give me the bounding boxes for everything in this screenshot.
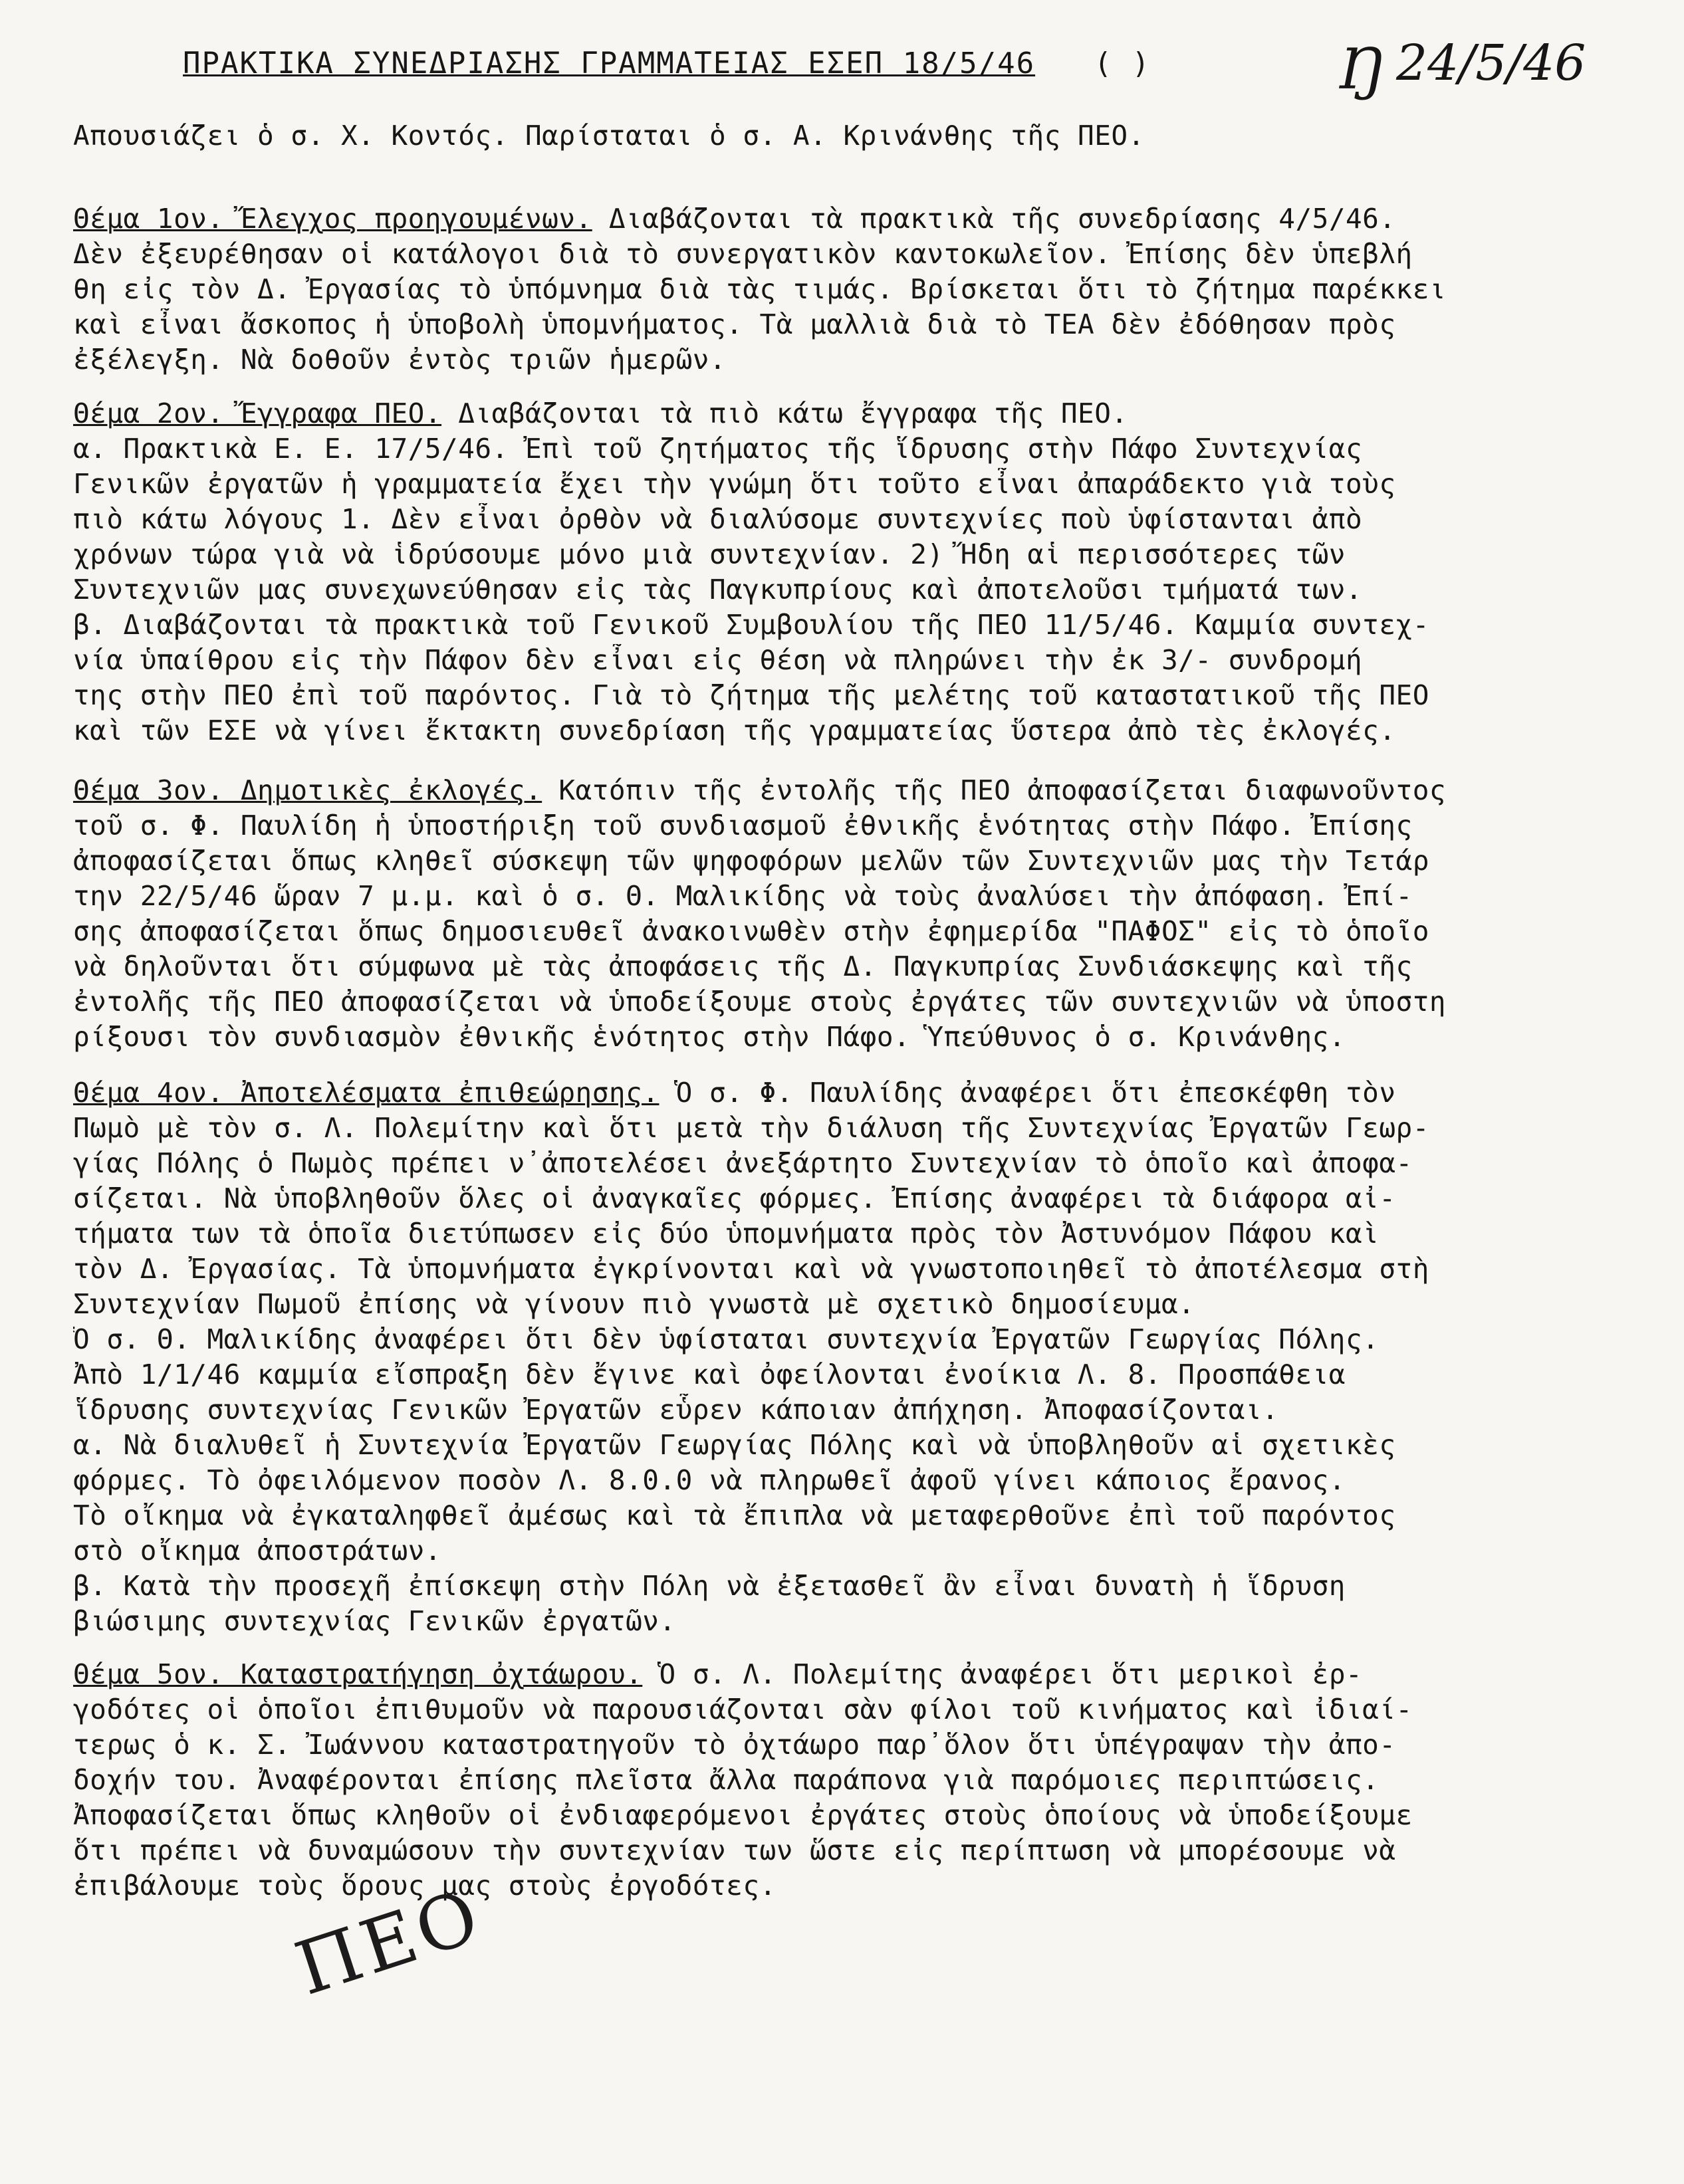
section-2-line-8: νία ὑπαίθρου εἰς τὴν Πάφον δὲν εἶναι εἰς θέση νὰ πληρώνει τὴν ἐκ 3/- συνδρομή: [73, 644, 1363, 676]
section-4-line-14: στὸ οἴκημα ἀποστράτων.: [73, 1535, 442, 1567]
section-5-line-2: γοδότες οἱ ὁποῖοι ἐπιθυμοῦν νὰ παρουσιάζονται σὰν φίλοι τοῦ κινήματος καὶ ἰδιαί-: [73, 1693, 1413, 1725]
section-4-line-5: τήματα των τὰ ὁποῖα διετύπωσεν εἰς δύο ὑπομνήματα πρὸς τὸν Ἀστυνόμον Πάφου καὶ: [73, 1218, 1380, 1250]
title-text: ΠΡΑΚΤΙΚΑ ΣΥΝΕΔΡΙΑΣΗΣ ΓΡΑΜΜΑΤΕΙΑΣ ΕΣΕΠ 18/5/46: [183, 47, 1036, 80]
section-2-heading: Θέμα 2ον. Ἔγγραφα ΠΕΟ.: [73, 397, 442, 429]
section-4-line-6: τὸν Δ. Ἐργασίας. Τὰ ὑπομνήματα ἐγκρίνονται καὶ νὰ γνωστοποιηθεῖ τὸ ἀποτέλεσμα στὴ: [73, 1253, 1429, 1285]
section-4-line-2: Πωμὸ μὲ τὸν σ. Λ. Πολεμίτην καὶ ὅτι μετὰ τὴν διάλυση τῆς Συντεχνίας Ἐργατῶν Γεωρ-: [73, 1112, 1429, 1144]
section-5-line-3: τερως ὁ κ. Σ. Ἰωάννου καταστρατηγοῦν τὸ ὀχτάωρο παρ᾽ὅλον ὅτι ὑπέγραψαν τὴν ἀπο-: [73, 1729, 1396, 1761]
section-4-line-7: Συντεχνίαν Πωμοῦ ἐπίσης νὰ γίνουν πιὸ γνωστὰ μὲ σχετικὸ δημοσίευμα.: [73, 1288, 1195, 1320]
handwritten-date: 24/5/46: [1396, 35, 1586, 92]
section-3-line-6: νὰ δηλοῦνται ὅτι σύμφωνα μὲ τὰς ἀποφάσεις τῆς Δ. Παγκυπρίας Συνδιάσκεψης καὶ τῆς: [73, 950, 1413, 982]
section-4-line-11: α. Νὰ διαλυθεῖ ἡ Συντεχνία Ἐργατῶν Γεωργίας Πόλης καὶ νὰ ὑποβληθοῦν αἱ σχετικὲς: [73, 1429, 1396, 1461]
section-3-heading: Θέμα 3ον. Δημοτικὲς ἐκλογές.: [73, 774, 542, 806]
section-4-line-16: βιώσιμης συντεχνίας Γενικῶν ἐργατῶν.: [73, 1605, 676, 1637]
section-1-line-3: θη εἰς τὸν Δ. Ἐργασίας τὸ ὑπόμνημα διὰ τὰς τιμάς. Βρίσκεται ὅτι τὸ ζήτημα παρέκκει: [73, 273, 1447, 305]
section-5-line-4: δοχήν του. Ἀναφέρονται ἐπίσης πλεῖστα ἄλλα παράπονα γιὰ παρόμοιες περιπτώσεις.: [73, 1764, 1380, 1796]
section-2-line-5: χρόνων τώρα γιὰ νὰ ἱδρύσουμε μόνο μιὰ συντεχνίαν. 2) Ἤδη αἱ περισσότερες τῶν: [73, 538, 1346, 570]
handwritten-peo-note: ΠΕΟ: [286, 1872, 493, 2012]
section-2-line-6: Συντεχνιῶν μας συνεχωνεύθησαν εἰς τὰς Παγκυπρίους καὶ ἀποτελοῦσι τμήματά των.: [73, 574, 1363, 605]
section-4-line-10: ἵδρυσης συντεχνίας Γενικῶν Ἐργατῶν εὗρεν κάποιαν ἀπήχηση. Ἀποφασίζονται.: [73, 1394, 1279, 1426]
section-3-line-2: τοῦ σ. Φ. Παυλίδη ἡ ὑποστήριξη τοῦ συνδιασμοῦ ἐθνικῆς ἑνότητας στὴν Πάφο. Ἐπίσης: [73, 810, 1413, 841]
section-1-line-4: καὶ εἶναι ἄσκοπος ἡ ὑποβολὴ ὑπομνήματος. Τὰ μαλλιὰ διὰ τὸ ΤΕΑ δὲν ἐδόθησαν πρὸς: [73, 308, 1396, 340]
document-title: [183, 35, 1586, 102]
section-5-line-6: ὅτι πρέπει νὰ δυναμώσουν τὴν συντεχνίαν των ὥστε εἰς περίπτωση νὰ μπορέσουμε νὰ: [73, 1834, 1396, 1866]
section-3-line-4: την 22/5/46 ὥραν 7 μ.μ. καὶ ὁ σ. Θ. Μαλικίδης νὰ τοὺς ἀναλύσει τὴν ἀπόφαση. Ἐπί-: [73, 880, 1413, 912]
section-4-line-12: φόρμες. Τὸ ὀφειλόμενον ποσὸν Λ. 8.0.0 νὰ πληρωθεῖ ἀφοῦ γίνει κάποιος ἔρανος.: [73, 1464, 1346, 1496]
section-4-line-13: Τὸ οἴκημα νὰ ἐγκαταληφθεῖ ἀμέσως καὶ τὰ ἔπιπλα νὰ μεταφερθοῦνε ἐπὶ τοῦ παρόντος: [73, 1499, 1396, 1531]
attendance-line: Απουσιάζει ὁ σ. Χ. Κοντός. Παρίσταται ὁ σ. Α. Κρινάνθης τῆς ΠΕΟ.: [73, 120, 1145, 152]
section-2-line-3: Γενικῶν ἐργατῶν ἡ γραμματεία ἔχει τὴν γνώμη ὅτι τοῦτο εἶναι ἀπαράδεκτο γιὰ τοὺς: [73, 468, 1396, 500]
section-4-heading: Θέμα 4ον. Ἀποτελέσματα ἐπιθεώρησης.: [73, 1077, 660, 1109]
section-1-line-5: ἐξέλεγξη. Νὰ δοθοῦν ἐντὸς τριῶν ἡμερῶν.: [73, 344, 727, 376]
section-3-line-1: Θέμα 3ον. Δημοτικὲς ἐκλογές. Κατόπιν τῆς ἐντολῆς τῆς ΠΕΟ ἀποφασίζεται διαφωνοῦντος: [73, 774, 1447, 806]
section-5-line-7: ἐπιβάλουμε τοὺς ὅρους μας στοὺς ἐργοδότες.: [73, 1870, 777, 1902]
section-5-line-1: Θέμα 5ον. Καταστρατήγηση ὀχτάωρου. Ὁ σ. Λ. Πολεμίτης ἀναφέρει ὅτι μερικοὶ ἐρ-: [73, 1658, 1363, 1690]
section-1-heading: Θέμα 1ον. Ἔλεγχος προηγουμένων.: [73, 203, 592, 235]
section-2-line-9: της στὴν ΠΕΟ ἐπὶ τοῦ παρόντος. Γιὰ τὸ ζήτημα τῆς μελέτης τοῦ καταστατικοῦ τῆς ΠΕΟ: [73, 679, 1429, 711]
title-parens: ( ): [1094, 47, 1151, 80]
section-2-line-4: πιὸ κάτω λόγους 1. Δὲν εἶναι ὀρθὸν νὰ διαλύσομε συντεχνίες ποὺ ὑφίστανται ἀπὸ: [73, 503, 1363, 535]
section-5-heading: Θέμα 5ον. Καταστρατήγηση ὀχτάωρου.: [73, 1658, 643, 1690]
section-4-line-1: Θέμα 4ον. Ἀποτελέσματα ἐπιθεώρησης. Ὁ σ. Φ. Παυλίδης ἀναφέρει ὅτι ἐπεσκέφθη τὸν: [73, 1077, 1396, 1109]
section-4-line-9: Ἀπὸ 1/1/46 καμμία εἴσπραξη δὲν ἔγινε καὶ ὀφείλονται ἐνοίκια Λ. 8. Προσπάθεια: [73, 1359, 1346, 1390]
section-4-line-8: Ὁ σ. Θ. Μαλικίδης ἀναφέρει ὅτι δὲν ὑφίσταται συντεχνία Ἐργατῶν Γεωργίας Πόλης.: [73, 1323, 1380, 1355]
section-2-line-10: καὶ τῶν ΕΣΕ νὰ γίνει ἔκτακτη συνεδρίαση τῆς γραμματείας ὕστερα ἀπὸ τὲς ἐκλογές.: [73, 714, 1396, 746]
section-1-line-1: Θέμα 1ον. Ἔλεγχος προηγουμένων. Διαβάζονται τὰ πρακτικὰ τῆς συνεδρίασης 4/5/46.: [73, 203, 1396, 235]
section-4-line-15: β. Κατὰ τὴν προσεχῆ ἐπίσκεψη στὴν Πόλη νὰ ἐξετασθεῖ ἂν εἶναι δυνατὴ ἡ ἵδρυση: [73, 1570, 1346, 1602]
section-3-line-3: ἀποφασίζεται ὅπως κληθεῖ σύσκεψη τῶν ψηφοφόρων μελῶν τῶν Συντεχνιῶν μας τὴν Τετάρ: [73, 845, 1429, 877]
section-3-line-5: σης ἀποφασίζεται ὅπως δημοσιευθεῖ ἀνακοινωθὲν στὴν ἐφημερίδα "ΠΑΦΟΣ" εἰς τὸ ὁποῖο: [73, 915, 1429, 947]
section-2-line-1: Θέμα 2ον. Ἔγγραφα ΠΕΟ. Διαβάζονται τὰ πιὸ κάτω ἔγγραφα τῆς ΠΕΟ.: [73, 397, 1128, 429]
section-3-line-7: ἐντολῆς τῆς ΠΕΟ ἀποφασίζεται νὰ ὑποδείξουμε στοὺς ἐργάτες τῶν συντεχνιῶν νὰ ὑποστη: [73, 986, 1447, 1018]
section-5-line-5: Ἀποφασίζεται ὅπως κληθοῦν οἱ ἐνδιαφερόμενοι ἐργάτες στοὺς ὁποίους νὰ ὑποδείξουμε: [73, 1799, 1413, 1831]
section-3-line-8: ρίξουσι τὸν συνδιασμὸν ἐθνικῆς ἑνότητος στὴν Πάφο. Ὑπεύθυνος ὁ σ. Κρινάνθης.: [73, 1021, 1346, 1053]
section-1-line-2: Δὲν ἐξευρέθησαν οἱ κατάλογοι διὰ τὸ συνεργατικὸν καντοκωλεῖον. Ἐπίσης δὲν ὑπεβλή: [73, 238, 1413, 270]
signature-mark: Ŋ: [1336, 37, 1385, 102]
section-4-line-3: γίας Πόλης ὁ Πωμὸς πρέπει ν᾽ἀποτελέσει ἀνεξάρτητο Συντεχνίαν τὸ ὁποῖο καὶ ἀποφα-: [73, 1147, 1413, 1179]
section-2-line-2: α. Πρακτικὰ Ε. Ε. 17/5/46. Ἐπὶ τοῦ ζητήματος τῆς ἵδρυσης στὴν Πάφο Συντεχνίας: [73, 433, 1363, 465]
section-4-line-4: σίζεται. Νὰ ὑποβληθοῦν ὅλες οἱ ἀναγκαῖες φόρμες. Ἐπίσης ἀναφέρει τὰ διάφορα αἰ-: [73, 1182, 1396, 1214]
section-2-line-7: β. Διαβάζονται τὰ πρακτικὰ τοῦ Γενικοῦ Συμβουλίου τῆς ΠΕΟ 11/5/46. Καμμία συντεχ-: [73, 609, 1429, 641]
